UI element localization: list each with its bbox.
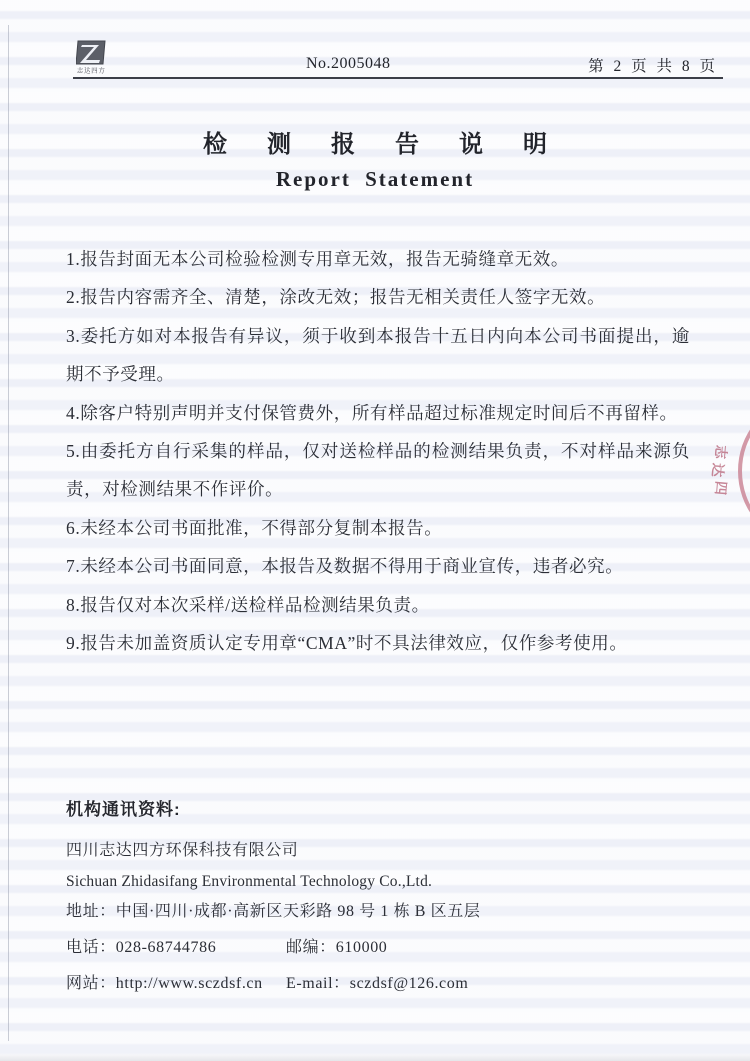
statement-item-9: 9.报告未加盖资质认定专用章“CMA”时不具法律效应，仅作参考使用。 (66, 633, 628, 654)
logo-z-icon (76, 40, 106, 65)
company-name-chinese: 四川志达四方环保科技有限公司 (66, 842, 299, 859)
logo-caption: 志达四方 (76, 67, 106, 75)
page-number-indicator: 第 2 页 共 8 页 (588, 58, 718, 75)
statement-item-2: 2.报告内容需齐全、清楚，涂改无效；报告无相关责任人签字无效。 (66, 287, 606, 308)
address-line: 地址：中国·四川·成都·高新区天彩路 98 号 1 栋 B 区五层 (66, 903, 481, 920)
seal-character: 志 (711, 444, 728, 460)
phone-line: 电话：028-68744786 (66, 938, 217, 956)
seal-character: 达 (708, 462, 725, 478)
company-name-english: Sichuan Zhidasifang Environmental Technology Co.,Ltd. (66, 872, 433, 890)
organization-contact-block (66, 795, 690, 1007)
company-logo (76, 40, 110, 76)
seal-character: 四 (711, 480, 728, 496)
email-line: E-mail：sczdsf@126.com (286, 975, 469, 992)
page-title-english: Report Statement (275, 167, 475, 191)
statement-item-8: 8.报告仅对本次采样/送检样品检测结果负责。 (66, 594, 430, 615)
seal-ring-arc (738, 408, 750, 534)
zip-line: 邮编：610000 (286, 938, 388, 956)
statement-item-1: 1.报告封面无本公司检验检测专用章无效，报告无骑缝章无效。 (66, 249, 570, 269)
statement-item-3: 3.委托方如对本报告有异议，须于收到本报告十五日内向本公司书面提出，逾期不予受理。 (66, 325, 690, 385)
statement-item-6: 6.未经本公司书面批准，不得部分复制本报告。 (66, 517, 443, 538)
statement-item-7: 7.未经本公司书面同意，本报告及数据不得用于商业宣传，违者必究。 (66, 556, 624, 577)
header-divider (73, 77, 723, 79)
phone-zip-row (66, 934, 690, 957)
page-title-chinese: 检 测 报 告 说 明 (203, 132, 564, 158)
website-line: 网站：http://www.sczdsf.cn (66, 975, 263, 992)
red-seal-fragment (708, 408, 750, 534)
document-number: No.2005048 (306, 55, 391, 72)
statement-item-4: 4.除客户特别声明并支付保管费外，所有样品超过标准规定时间后不再留样。 (66, 402, 678, 423)
website-email-row (66, 970, 690, 993)
statement-item-5: 5.由委托方自行采集的样品，仅对送检样品的检测结果负责，不对样品来源负责，对检测结果不作评价。 (66, 441, 690, 500)
statement-list (66, 240, 690, 662)
contact-heading: 机构通讯资料: (66, 800, 181, 819)
